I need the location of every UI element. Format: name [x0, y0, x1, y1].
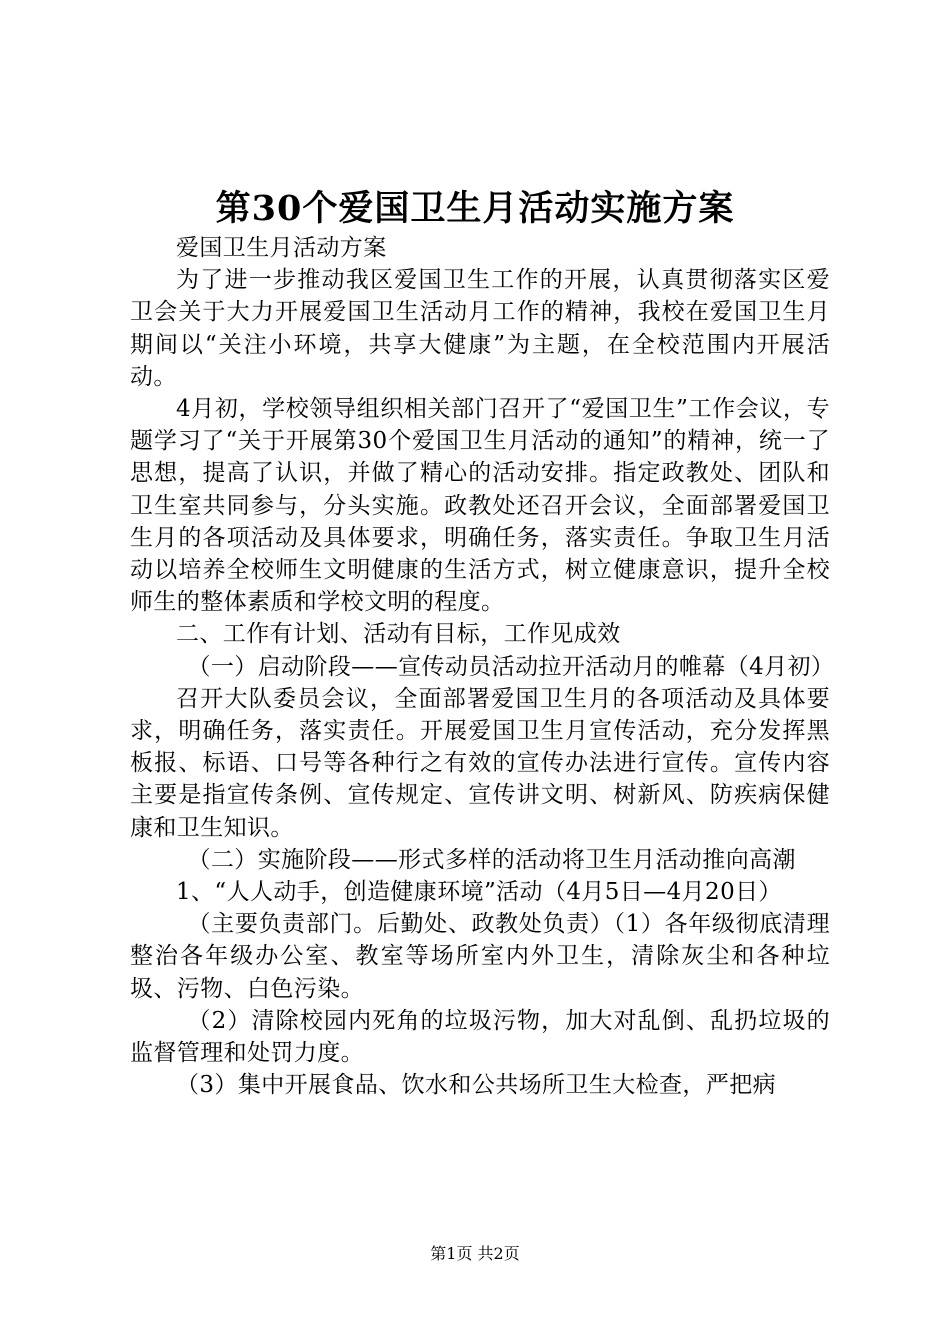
activity-heading: 1、“人人动手，创造健康环境”活动（4月5日—4月20日） [176, 879, 782, 906]
subsection-heading: （二）实施阶段——形式多样的活动将卫生月活动推向高潮 [187, 846, 796, 873]
subsection-heading: （一）启动阶段——宣传动员活动拉开活动月的帷幕（4月初） [187, 653, 835, 680]
paragraph-heading: 爱国卫生月活动方案 [176, 235, 387, 261]
page-footer: 第1页 共2页 [430, 1244, 520, 1263]
paragraph: 4月初，学校领导组织相关部门召开了“爱国卫生”工作会议，专题学习了“关于开展第30个爱国卫生月活动的通知”的精神，统一了思想，提高了认识，并做了精心的活动安排。指定政教处、团队和卫生室共同参与，分头实施。政教处还召开会议，全面部署爱国卫生月的各项活动及具体要求，明确任务，落实责任。争取卫生月活动以培养全校师生文明健康的生活方式，树立健康意识，提升全校师生的整体素质和学校文明的程度。 [130, 396, 830, 616]
paragraph: （3）集中开展食品、饮水和公共场所卫生大检查，严把病 [176, 1072, 777, 1099]
document-body [130, 232, 835, 1101]
section-heading: 二、工作有计划、活动有目标，工作见成效 [176, 621, 621, 648]
paragraph: （2）清除校园内死角的垃圾污物，加大对乱倒、乱扔垃圾的监督管理和处罚力度。 [130, 1007, 830, 1067]
paragraph: 为了进一步推动我区爱国卫生工作的开展，认真贯彻落实区爱卫会关于大力开展爱国卫生活动月工作的精神，我校在爱国卫生月期间以“关注小环境，共享大健康”为主题，在全校范围内开展活动。 [130, 267, 830, 390]
paragraph: （主要负责部门。后勤处、政教处负责）（1）各年级彻底清理整治各年级办公室、教室等场所室内外卫生，清除灰尘和各种垃圾、污物、白色污染。 [130, 911, 830, 1002]
document-title: 第30个爱国卫生月活动实施方案 [215, 188, 735, 229]
paragraph: 召开大队委员会议，全面部署爱国卫生月的各项活动及具体要求，明确任务，落实责任。开展爱国卫生月宣传活动，充分发挥黑板报、标语、口号等各种行之有效的宣传办法进行宣传。宣传内容主要是指宣传条例、宣传规定、宣传讲文明、树新风、防疾病保健康和卫生知识。 [130, 685, 830, 841]
